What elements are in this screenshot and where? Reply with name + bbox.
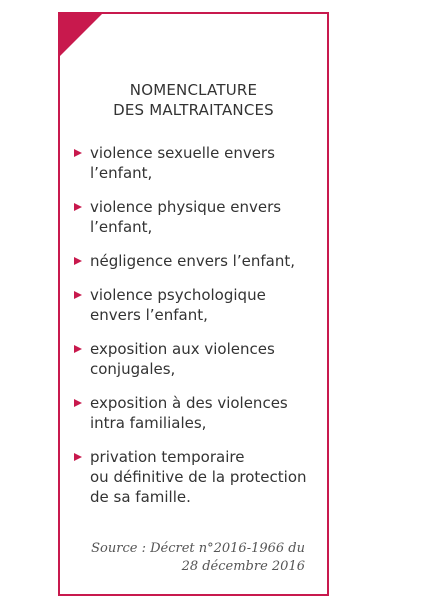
triangle-right-icon — [74, 345, 82, 353]
triangle-right-icon — [74, 453, 82, 461]
list-item-text: l’enfant, — [90, 218, 153, 236]
list-item — [74, 339, 314, 379]
list-item — [74, 197, 314, 237]
list-item-text: l’enfant, — [90, 164, 153, 182]
panel-title — [60, 80, 327, 120]
list-item-text: ou définitive de la protection — [90, 468, 307, 486]
list-item-text: envers l’enfant, — [90, 306, 208, 324]
list-item-text: violence psychologique — [90, 286, 266, 304]
source-line-2: 28 décembre 2016 — [181, 559, 305, 574]
list-item-text: privation temporaire — [90, 448, 245, 466]
list-item-text: violence physique envers — [90, 198, 282, 216]
list-item-text: conjugales, — [90, 360, 176, 378]
source-line-1: Source : Décret n°2016-1966 du — [91, 541, 305, 556]
list-item-text: négligence envers l’enfant, — [90, 252, 295, 270]
corner-triangle-icon — [58, 12, 104, 58]
triangle-right-icon — [74, 257, 82, 265]
source-citation — [91, 540, 305, 576]
triangle-right-icon — [74, 399, 82, 407]
title-line-1: NOMENCLATURE — [129, 81, 258, 99]
title-line-2: DES MALTRAITANCES — [113, 101, 274, 119]
list-item — [74, 143, 314, 183]
list-item-text: de sa famille. — [90, 488, 191, 506]
list-item — [74, 393, 314, 433]
triangle-right-icon — [74, 203, 82, 211]
list-item-text: violence sexuelle envers — [90, 144, 275, 162]
list-item — [74, 251, 314, 271]
info-panel — [58, 12, 329, 596]
list-item — [74, 447, 314, 507]
list-item-text: intra familiales, — [90, 414, 207, 432]
list-item-text: exposition à des violences — [90, 394, 288, 412]
list-item — [74, 285, 314, 325]
list-item-text: exposition aux violences — [90, 340, 275, 358]
triangle-right-icon — [74, 149, 82, 157]
maltreatment-list — [74, 143, 314, 521]
triangle-right-icon — [74, 291, 82, 299]
